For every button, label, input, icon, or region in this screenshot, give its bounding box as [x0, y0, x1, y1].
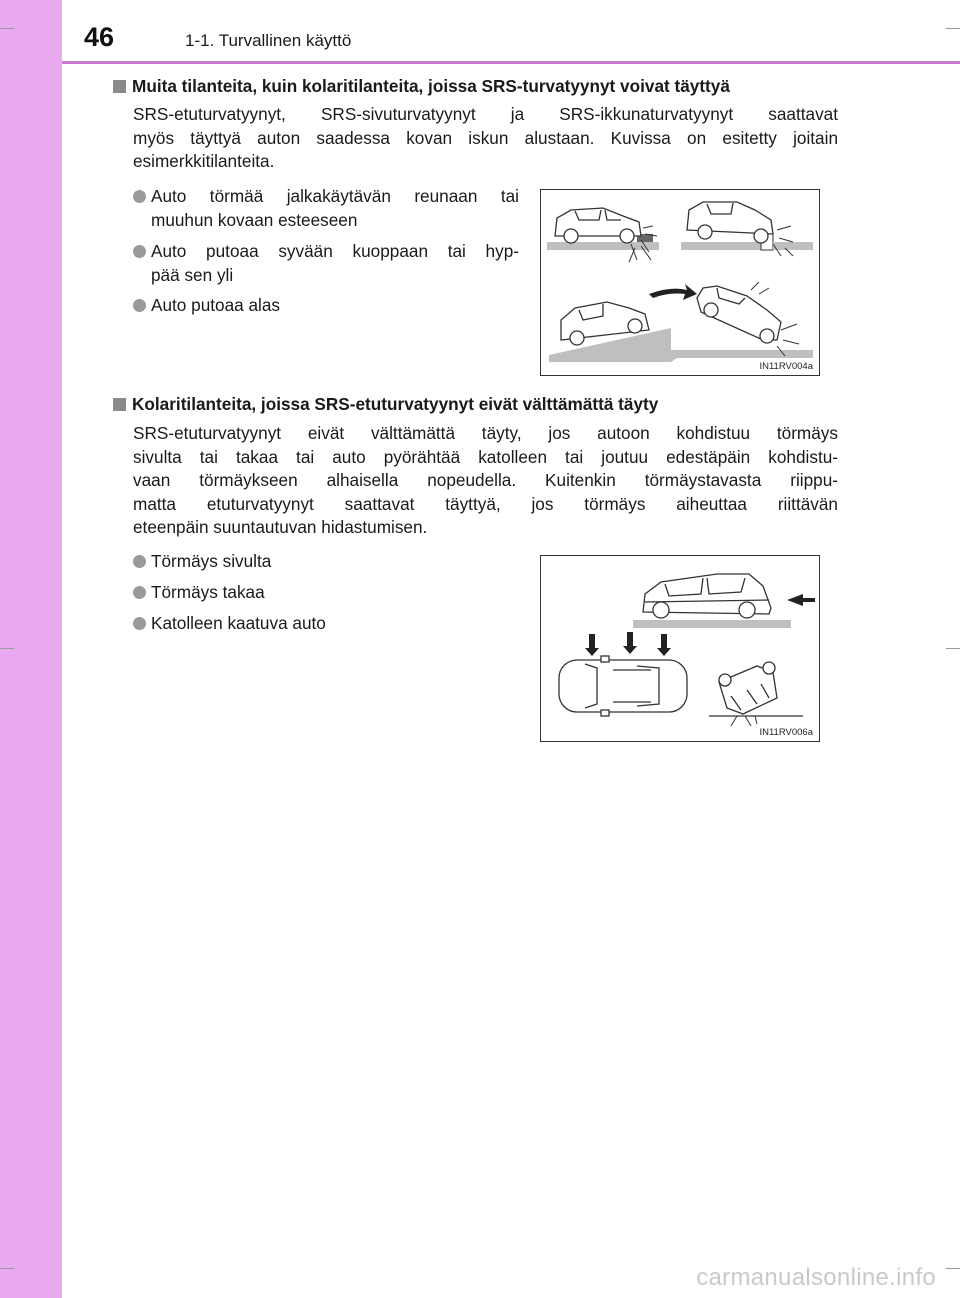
crop-mark — [0, 28, 14, 29]
bullet-item — [133, 581, 265, 605]
paragraph-line: matta etuturvatyynyt saattavat täyttyä, jos törmäys aiheuttaa riittävän — [133, 493, 838, 514]
bullet-text: Auto törmää jalkakäytävän reunaan tai — [151, 186, 519, 206]
section-paragraph — [133, 422, 838, 540]
crop-mark — [0, 648, 14, 649]
paragraph-line: SRS-etuturvatyynyt eivät välttämättä täyty, jos autoon kohdistuu törmäys — [133, 423, 838, 443]
paragraph-line: sivulta tai takaa tai auto pyörähtää katolleen tai joutuu edestäpäin kohdistu- — [133, 446, 838, 467]
header-section-title: 1-1. Turvallinen käyttö — [185, 31, 352, 50]
section-heading-text: Muita tilanteita, kuin kolaritilanteita, joissa SRS-turvatyynyt voivat täyttyä — [132, 76, 730, 96]
paragraph-line: esimerkkitilanteita. — [133, 151, 275, 171]
crop-mark — [946, 648, 960, 649]
bullet-text: pää sen yli — [151, 264, 234, 285]
car-non-deploy-illustration — [541, 556, 819, 741]
paragraph-line: vaan törmäykseen alhaisella nopeudella. Kuitenkin törmäystavasta riippu- — [133, 470, 838, 490]
crop-mark — [0, 1268, 14, 1269]
square-bullet-icon — [113, 398, 126, 411]
round-bullet-icon — [133, 586, 146, 599]
footer-watermark: carmanualsonline.info — [696, 1264, 936, 1291]
bullet-text: Auto putoaa syvään kuoppaan tai hyp- — [151, 241, 519, 261]
side-color-strip — [0, 0, 62, 1298]
bullet-text: Auto putoaa alas — [151, 295, 281, 315]
section-heading-text: Kolaritilanteita, joissa SRS-etuturvatyynyt eivät välttämättä täyty — [132, 394, 659, 414]
header-divider — [62, 61, 960, 64]
figure-non-deploy-examples — [540, 555, 820, 742]
round-bullet-icon — [133, 555, 146, 568]
bullet-item — [133, 612, 326, 636]
square-bullet-icon — [113, 80, 126, 93]
bullet-text: Törmäys sivulta — [151, 551, 272, 571]
figure-code: IN11RV006a — [759, 727, 813, 738]
figure-code: IN11RV004a — [759, 361, 813, 372]
bullet-text: muuhun kovaan esteeseen — [151, 209, 358, 230]
section-paragraph — [133, 103, 838, 174]
round-bullet-icon — [133, 245, 146, 258]
paragraph-line: eteenpäin suuntautuvan hidastumisen. — [133, 517, 428, 537]
paragraph-line: SRS-etuturvatyynyt, SRS-sivuturvatyynyt ja SRS-ikkunaturvatyynyt saattavat — [133, 104, 838, 124]
bullet-item — [133, 240, 519, 287]
round-bullet-icon — [133, 190, 146, 203]
car-impact-illustration — [541, 190, 819, 375]
bullet-item — [133, 294, 519, 318]
paragraph-line: myös täyttyä auton saadessa kovan iskun alustaan. Kuvissa on esitetty joitain — [133, 127, 838, 148]
bullet-item — [133, 185, 519, 232]
bullet-item — [133, 550, 271, 574]
bullet-text: Törmäys takaa — [151, 582, 265, 602]
crop-mark — [946, 28, 960, 29]
figure-impact-examples — [540, 189, 820, 376]
crop-mark — [946, 1268, 960, 1269]
section-heading — [113, 394, 658, 415]
round-bullet-icon — [133, 617, 146, 630]
round-bullet-icon — [133, 299, 146, 312]
page-number: 46 — [84, 22, 115, 52]
section-heading — [113, 76, 730, 97]
bullet-text: Katolleen kaatuva auto — [151, 613, 326, 633]
